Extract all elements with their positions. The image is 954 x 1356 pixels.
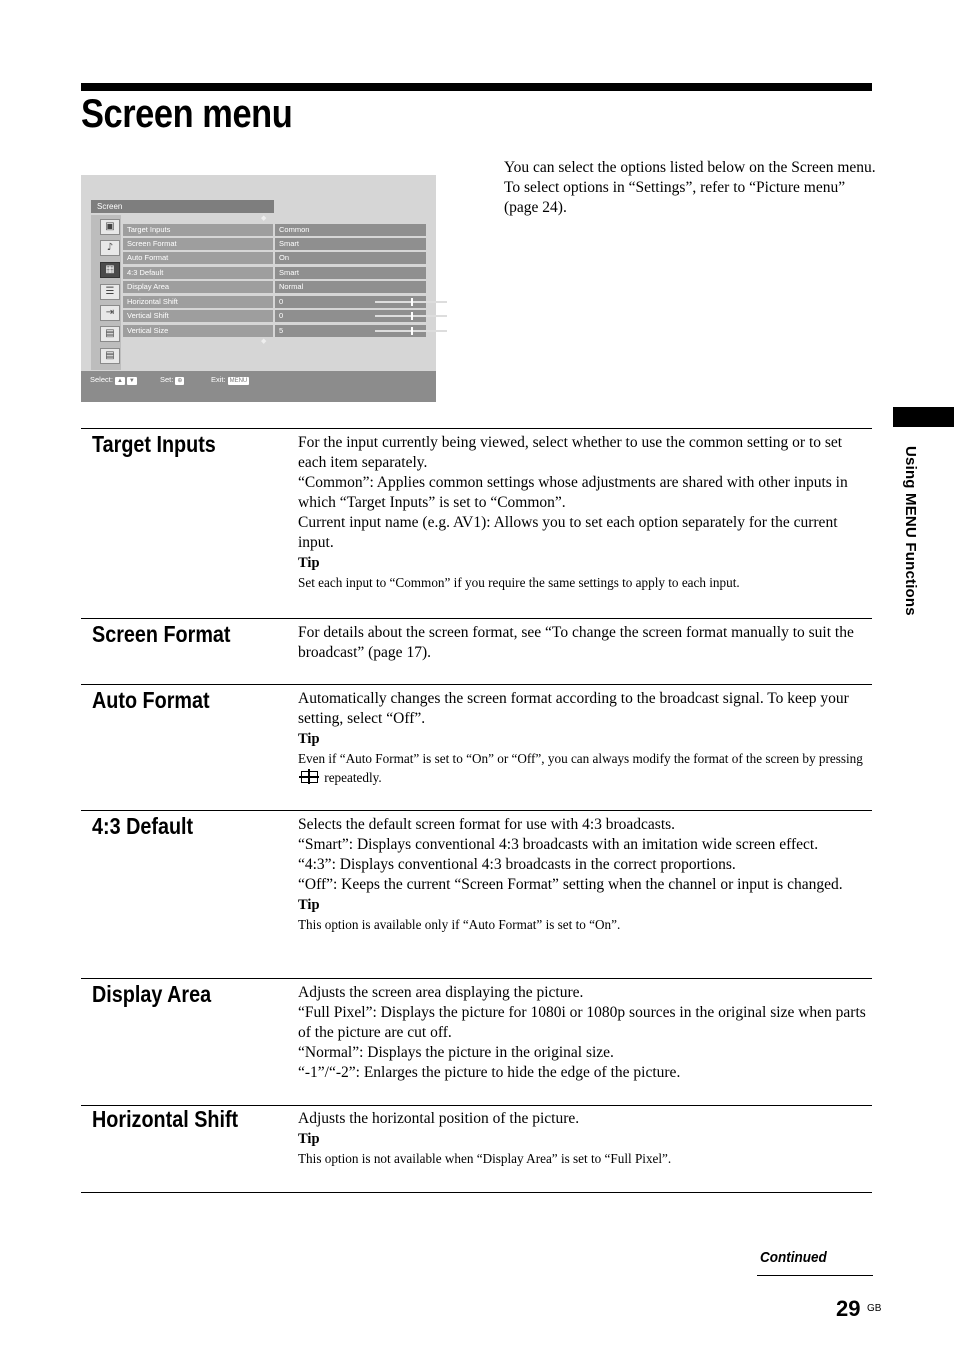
- tip-label: Tip: [298, 897, 320, 913]
- item-body-43-default: Selects the default screen format for use with 4:3 broadcasts. “Smart”: Displays conventional 4:3 broadcasts with an imitation wide screen effect. “4:3”: Displays conventional 4:3 broadcasts in the correct proportions. “Off”: Keeps the current “Screen Format” setting when the channel or input is changed. Tip This option is available only if “Auto Format” is set to “On”.: [298, 815, 872, 934]
- item-body-screen-format: For details about the screen format, see “To change the screen format manually to suit the broadcast” (page 17).: [298, 624, 854, 661]
- picture-icon: ▣: [100, 219, 120, 235]
- row-divider: [81, 684, 872, 685]
- settings-icon-1: ▤: [100, 326, 120, 342]
- scroll-down-icon: ◆: [261, 337, 267, 345]
- row-divider: [81, 978, 872, 979]
- row-divider: [81, 428, 872, 429]
- tip-text: This option is not available when “Display Area” is set to “Full Pixel”.: [298, 1151, 672, 1166]
- intro-text: You can select the options listed below on the Screen menu. To select options in “Settings”, refer to “Picture menu” (page 24).: [504, 159, 876, 216]
- tip-label: Tip: [298, 555, 320, 571]
- tv-slider-knob: [411, 298, 413, 306]
- item-heading-screen-format: Screen Format: [92, 621, 231, 647]
- item-heading-43-default: 4:3 Default: [92, 813, 194, 839]
- enter-icon: ⊕: [177, 378, 183, 384]
- tip-text: Even if “Auto Format” is set to “On” or “Off”, you can always modify the format of the screen by pressing repeatedly.: [298, 751, 863, 785]
- page-title: Screen menu: [81, 92, 293, 136]
- hint-select: Select: ▲ ▼: [90, 375, 135, 384]
- tv-menu-header: Screen: [91, 200, 274, 213]
- item-body-auto-format: Automatically changes the screen format according to the broadcast signal. To keep your setting, select “Off”. Tip Even if “Auto Format” is set to “On” or “Off”, you can always modify the format of the screen by pressing repeatedly.: [298, 689, 872, 787]
- tip-text: This option is available only if “Auto Format” is set to “On”.: [298, 917, 621, 932]
- title-rule: [81, 83, 872, 91]
- tv-row: Vertical Shift 0: [123, 310, 426, 322]
- tv-row: Screen Format Smart: [123, 238, 426, 250]
- tip-label: Tip: [298, 731, 320, 747]
- tv-row: Display Area Normal: [123, 281, 426, 293]
- pc-icon: ⇥: [100, 305, 120, 321]
- tv-row: Horizontal Shift 0: [123, 296, 426, 308]
- menu-key: MENU: [229, 378, 248, 384]
- wide-mode-icon: [301, 771, 318, 783]
- tv-row: Auto Format On: [123, 252, 426, 264]
- side-tab-label: Using MENU Functions: [902, 446, 919, 616]
- tv-slider-knob: [411, 312, 413, 320]
- tv-slider: [375, 330, 447, 332]
- tv-slider-knob: [411, 327, 413, 335]
- row-divider: [81, 618, 872, 619]
- continued-label: Continued: [760, 1249, 827, 1266]
- scroll-up-icon: ◆: [261, 214, 267, 222]
- item-heading-target-inputs: Target Inputs: [92, 431, 216, 457]
- page-number: 29: [836, 1296, 861, 1321]
- tv-menu-screenshot: [81, 175, 436, 402]
- tv-row: Target Inputs Common: [123, 224, 426, 236]
- tip-label: Tip: [298, 1131, 320, 1147]
- tv-slider: [375, 301, 447, 303]
- item-heading-horizontal-shift: Horizontal Shift: [92, 1106, 239, 1132]
- side-tab-marker: [893, 407, 954, 427]
- hint-set: Set: ⊕: [160, 375, 183, 384]
- row-divider: [81, 810, 872, 811]
- tv-slider: [375, 315, 447, 317]
- item-heading-auto-format: Auto Format: [92, 687, 210, 713]
- tv-icon-column: [91, 215, 121, 370]
- item-heading-display-area: Display Area: [92, 981, 212, 1007]
- down-arrow-icon: ▼: [128, 378, 135, 384]
- tv-row: 4:3 Default Smart: [123, 267, 426, 279]
- item-body-target-inputs: For the input currently being viewed, select whether to use the common setting or to set each item separately. “Common”: Applies common settings whose adjustments are shared with other inputs in which “Target Inputs” is set to “Common”. Current input name (e.g. AV1): Allows you to set each option separately for the current input. Tip Set each input to “Common” if you require the same settings to apply to each input.: [298, 433, 872, 592]
- tv-row: Vertical Size 5: [123, 325, 426, 337]
- page-suffix: GB: [867, 1303, 882, 1314]
- screen-icon: ▦: [100, 262, 120, 278]
- setup-icon: ☰: [100, 284, 120, 300]
- sound-icon: ♪: [100, 240, 120, 256]
- continued-rule: [757, 1275, 873, 1276]
- hint-exit: Exit: MENU: [211, 375, 248, 384]
- row-divider: [81, 1192, 872, 1193]
- item-body-horizontal-shift: Adjusts the horizontal position of the picture. Tip This option is not available when “Display Area” is set to “Full Pixel”.: [298, 1109, 872, 1168]
- settings-icon-2: ▤: [100, 348, 120, 364]
- tip-text: Set each input to “Common” if you require the same settings to apply to each input.: [298, 575, 740, 590]
- up-arrow-icon: ▲: [116, 378, 123, 384]
- item-body-display-area: Adjusts the screen area displaying the picture. “Full Pixel”: Displays the picture for 1080i or 1080p sources in the original size when parts of the picture are cut off. “Normal”: Displays the picture in the original size. “-1”/“-2”: Enlarges the picture to hide the edge of the picture.: [298, 984, 866, 1081]
